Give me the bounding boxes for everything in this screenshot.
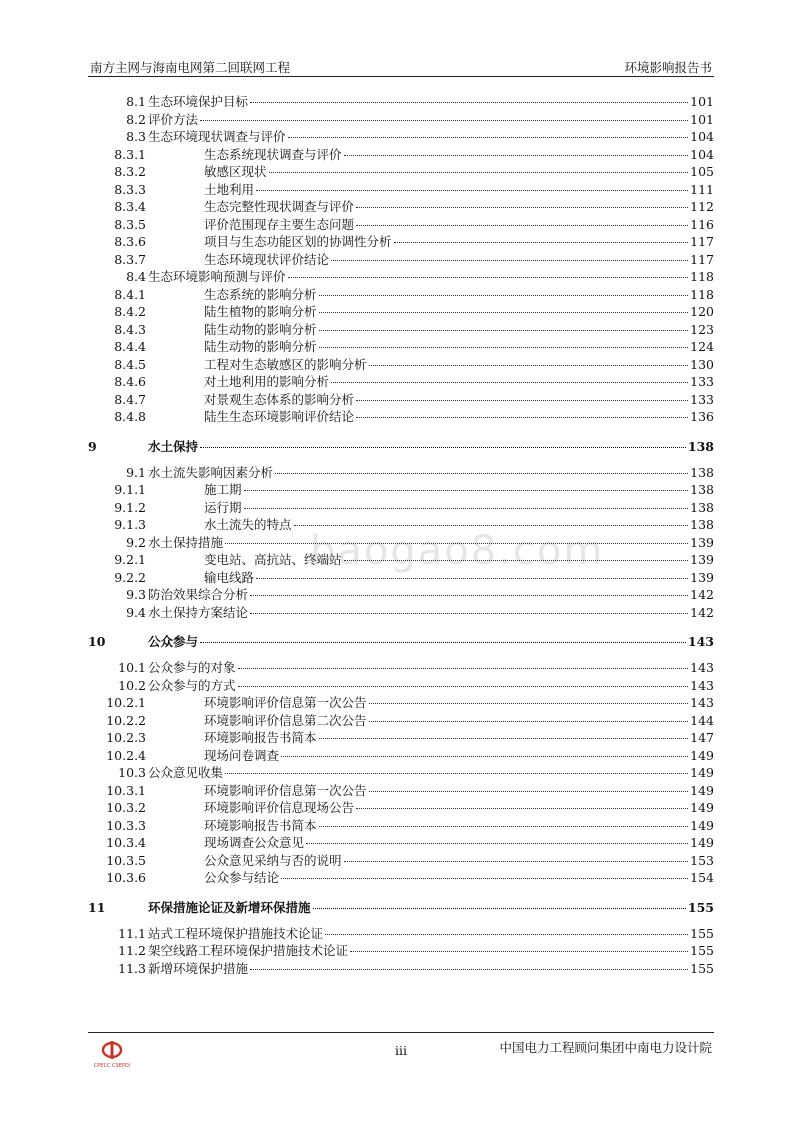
toc-leader-dots (288, 137, 689, 138)
toc-entry-number: 11.2 (118, 943, 146, 958)
toc-leader-dots (313, 908, 686, 909)
toc-entry-title: 生态环境影响预测与评价 (148, 269, 286, 284)
toc-entry[interactable] (88, 764, 714, 782)
toc-entry-title: 生态环境现状调查与评价 (148, 129, 286, 144)
toc-entry-number: 9.2.1 (114, 552, 146, 567)
toc-leader-dots (306, 843, 688, 844)
toc-entry[interactable] (88, 817, 714, 835)
toc-entry-number: 10.3.5 (106, 852, 146, 868)
toc-entry-number: 8.1 (126, 94, 146, 109)
toc-entry[interactable] (88, 960, 714, 978)
toc-leader-dots (356, 400, 688, 401)
toc-entry[interactable] (88, 747, 714, 765)
toc-entry-number: 8.4.4 (114, 339, 146, 354)
toc-entry-number: 9 (88, 438, 97, 454)
toc-entry[interactable] (88, 534, 714, 552)
toc-entry[interactable] (88, 128, 714, 146)
toc-entry-title: 评价范围现存主要生态问题 (204, 216, 355, 232)
toc-leader-dots (200, 120, 688, 121)
toc-entry-title: 陆生动物的影响分析 (204, 339, 317, 354)
toc-entry-page: 138 (690, 517, 714, 532)
toc-entry-page: 117 (690, 234, 714, 249)
toc-entry-page: 118 (690, 269, 714, 284)
toc-entry-page: 143 (690, 677, 714, 693)
toc-entry-title: 环境影响评价信息第二次公告 (204, 712, 367, 728)
toc-entry[interactable] (88, 268, 714, 286)
toc-leader-dots (244, 508, 689, 509)
toc-entry-page: 153 (690, 852, 714, 868)
toc-leader-dots (250, 595, 688, 596)
toc-entry-title: 环境影响报告书简本 (204, 730, 317, 745)
toc-entry[interactable] (88, 391, 714, 409)
toc-entry-title: 环境影响评价信息第一次公告 (204, 782, 367, 798)
toc-entry[interactable] (88, 146, 714, 164)
toc-entry-title: 水土保持 (148, 438, 199, 454)
toc-entry[interactable] (88, 712, 714, 730)
toc-entry-number: 10.3.1 (106, 782, 146, 798)
toc-entry-page: 123 (690, 321, 714, 337)
toc-entry-page: 139 (690, 569, 714, 585)
toc-entry[interactable] (88, 198, 714, 216)
toc-entry-number: 10.3 (118, 765, 146, 780)
toc-entry[interactable] (88, 897, 714, 919)
toc-leader-dots (394, 242, 689, 243)
toc-entry-number: 10.2 (118, 677, 146, 693)
toc-entry-number: 10.3.3 (106, 817, 146, 833)
toc-entry-page: 104 (690, 129, 714, 144)
toc-entry-page: 147 (690, 730, 714, 745)
toc-leader-dots (344, 861, 689, 862)
toc-entry-page: 149 (690, 835, 714, 850)
toc-entry[interactable] (88, 303, 714, 321)
toc-entry-page: 111 (690, 181, 714, 197)
toc-entry[interactable] (88, 925, 714, 943)
footer-organization: 中国电力工程顾问集团中南电力设计院 (499, 1040, 712, 1055)
toc-leader-dots (369, 703, 689, 704)
toc-entry-number: 10.2.2 (106, 712, 146, 728)
toc-entry-number: 10 (88, 634, 106, 649)
toc-entry-page: 149 (690, 817, 714, 833)
toc-entry-title: 对景观生态体系的影响分析 (204, 391, 355, 407)
toc-leader-dots (356, 225, 688, 226)
toc-entry-number: 8.4.5 (114, 356, 146, 372)
toc-entry-title: 敏感区现状 (204, 164, 267, 179)
toc-entry-title: 生态完整性现状调查与评价 (204, 199, 355, 214)
toc-entry[interactable] (88, 586, 714, 604)
toc-leader-dots (256, 578, 688, 579)
toc-entry-number: 8.3.1 (114, 146, 146, 162)
toc-entry-title: 架空线路工程环境保护措施技术论证 (148, 943, 349, 958)
toc-entry[interactable] (88, 321, 714, 339)
toc-entry-page: 101 (690, 94, 714, 109)
logo-text: CPECC CSEPDI (93, 1063, 131, 1069)
toc-entry-title: 对土地利用的影响分析 (204, 374, 330, 389)
toc-entry-page: 155 (690, 960, 714, 976)
toc-leader-dots (319, 826, 689, 827)
toc-entry[interactable] (88, 338, 714, 356)
toc-leader-dots (356, 808, 688, 809)
toc-leader-dots (356, 207, 688, 208)
toc-leader-dots (319, 738, 689, 739)
toc-entry-title: 环保措施论证及新增环保措施 (148, 899, 311, 915)
toc-entry-title: 评价方法 (148, 111, 199, 127)
toc-entry-number: 11.1 (118, 925, 146, 941)
page-header (88, 56, 714, 77)
toc-entry-number: 11.3 (118, 960, 146, 976)
toc-leader-dots (281, 756, 688, 757)
toc-entry-number: 10.3.2 (106, 800, 146, 815)
toc-entry-page: 139 (690, 534, 714, 550)
toc-entry[interactable] (88, 869, 714, 887)
toc-entry[interactable] (88, 551, 714, 569)
toc-entry-title: 水土保持措施 (148, 534, 224, 550)
toc-entry-page: 143 (690, 695, 714, 710)
toc-entry[interactable] (88, 499, 714, 517)
toc-entry-page: 118 (690, 286, 714, 302)
watermark: baogao8.com (310, 528, 605, 574)
toc-leader-dots (281, 878, 688, 879)
toc-entry-title: 项目与生态功能区划的协调性分析 (204, 234, 392, 249)
toc-entry-page: 155 (687, 899, 714, 915)
toc-entry-number: 8.4.2 (114, 304, 146, 319)
toc-entry-number: 9.1.2 (114, 499, 146, 515)
toc-entry-title: 水土流失的特点 (204, 517, 292, 532)
toc-entry-page: 138 (687, 438, 714, 454)
toc-entry-page: 144 (690, 712, 714, 728)
toc-leader-dots (369, 721, 689, 722)
toc-entry-title: 土地利用 (204, 181, 255, 197)
toc-entry-title: 水土流失影响因素分析 (148, 464, 274, 480)
toc-entry-title: 陆生动物的影响分析 (204, 321, 317, 337)
toc-entry[interactable] (88, 604, 714, 622)
toc-leader-dots (250, 102, 688, 103)
toc-entry[interactable] (88, 631, 714, 653)
toc-leader-dots (294, 525, 689, 526)
toc-entry[interactable] (88, 782, 714, 800)
toc-entry-title: 公众参与结论 (204, 870, 280, 885)
toc-entry-number: 10.2.3 (106, 730, 146, 745)
toc-leader-dots (369, 791, 689, 792)
toc-entry-number: 8.2 (126, 111, 146, 127)
toc-leader-dots (250, 613, 688, 614)
toc-entry[interactable] (88, 233, 714, 251)
toc-leader-dots (238, 686, 689, 687)
toc-entry-number: 8.3.7 (114, 251, 146, 267)
toc-entry-number: 10.2.1 (106, 695, 146, 710)
toc-leader-dots (350, 951, 688, 952)
toc-entry-title: 公众意见收集 (148, 765, 224, 780)
toc-entry[interactable] (88, 942, 714, 960)
toc-entry-title: 现场问卷调查 (204, 747, 280, 763)
toc-leader-dots (331, 382, 688, 383)
toc-entry-page: 154 (690, 870, 714, 885)
toc-entry-page: 133 (690, 374, 714, 389)
toc-leader-dots (288, 277, 689, 278)
toc-entry-title: 站式工程环境保护措施技术论证 (148, 925, 324, 941)
toc-entry-page: 142 (690, 587, 714, 602)
toc-entry-number: 8.3 (126, 129, 146, 144)
toc-leader-dots (319, 295, 689, 296)
toc-entry-title: 公众参与的方式 (148, 677, 236, 693)
toc-entry-number: 10.3.4 (106, 835, 146, 850)
toc-entry-page: 143 (687, 634, 714, 649)
toc-entry[interactable] (88, 464, 714, 482)
toc-entry[interactable] (88, 569, 714, 587)
toc-leader-dots (200, 447, 686, 448)
toc-entry-number: 8.4.8 (114, 409, 146, 424)
toc-entry-page: 149 (690, 747, 714, 763)
toc-entry[interactable] (88, 677, 714, 695)
toc-entry[interactable] (88, 216, 714, 234)
toc-leader-dots (269, 172, 689, 173)
toc-entry-number: 9.4 (126, 604, 146, 620)
toc-entry-page: 133 (690, 391, 714, 407)
toc-entry-page: 117 (690, 251, 714, 267)
toc-entry-number: 8.4.3 (114, 321, 146, 337)
toc-entry-number: 9.2 (126, 534, 146, 550)
toc-entry[interactable] (88, 373, 714, 391)
toc-entry-page: 124 (690, 339, 714, 354)
toc-entry-title: 生态系统的影响分析 (204, 286, 317, 302)
toc-entry-number: 9.2.2 (114, 569, 146, 585)
toc-leader-dots (256, 190, 688, 191)
toc-entry-page: 142 (690, 604, 714, 620)
toc-entry-page: 116 (690, 216, 714, 232)
toc-entry-page: 149 (690, 782, 714, 798)
toc-entry[interactable] (88, 659, 714, 677)
toc-entry-page: 149 (690, 765, 714, 780)
toc-entry-title: 防治效果综合分析 (148, 587, 249, 602)
toc-entry-number: 8.3.2 (114, 164, 146, 179)
toc-entry-number: 8.4.1 (114, 286, 146, 302)
toc-entry[interactable] (88, 481, 714, 499)
toc-entry[interactable] (88, 408, 714, 426)
toc-leader-dots (238, 668, 689, 669)
toc-leader-dots (319, 330, 689, 331)
toc-entry-number: 11 (88, 899, 106, 915)
toc-entry[interactable] (88, 729, 714, 747)
toc-entry[interactable] (88, 834, 714, 852)
toc-leader-dots (319, 347, 689, 348)
toc-leader-dots (369, 365, 689, 366)
toc-entry-title: 运行期 (204, 499, 242, 515)
toc-entry-page: 155 (690, 943, 714, 958)
toc-entry-page: 149 (690, 800, 714, 815)
toc-entry-title: 陆生生态环境影响评价结论 (204, 409, 355, 424)
toc-entry[interactable] (88, 111, 714, 129)
toc-entry[interactable] (88, 93, 714, 111)
toc-leader-dots (344, 155, 689, 156)
toc-entry-title: 公众参与的对象 (148, 660, 236, 675)
toc-leader-dots (225, 543, 688, 544)
toc-entry-page: 104 (690, 146, 714, 162)
toc-entry[interactable] (88, 356, 714, 374)
toc-leader-dots (250, 969, 688, 970)
toc-entry-page: 136 (690, 409, 714, 424)
toc-leader-dots (325, 934, 688, 935)
toc-entry-page: 139 (690, 552, 714, 567)
toc-entry-number: 9.1.3 (114, 517, 146, 532)
toc-entry-number: 9.3 (126, 587, 146, 602)
toc-entry[interactable] (88, 251, 714, 269)
toc-leader-dots (331, 260, 688, 261)
toc-entry-title: 生态环境现状评价结论 (204, 251, 330, 267)
toc-entry-page: 120 (690, 304, 714, 319)
toc-entry-title: 生态环境保护目标 (148, 94, 249, 109)
toc-leader-dots (319, 312, 689, 313)
toc-entry-page: 155 (690, 925, 714, 941)
toc-entry-page: 138 (690, 499, 714, 515)
toc-entry-title: 陆生植物的影响分析 (204, 304, 317, 319)
toc-entry-title: 输电线路 (204, 569, 255, 585)
toc-entry-number: 10.1 (118, 660, 146, 675)
toc-entry-page: 138 (690, 482, 714, 497)
toc-entry-title: 新增环境保护措施 (148, 960, 249, 976)
toc-entry-title: 环境影响评价信息现场公告 (204, 800, 355, 815)
toc-entry-number: 9.1.1 (114, 482, 146, 497)
toc-entry-page: 138 (690, 464, 714, 480)
toc-entry-number: 8.3.3 (114, 181, 146, 197)
toc-entry-number: 10.3.6 (106, 870, 146, 885)
toc-entry[interactable] (88, 163, 714, 181)
toc-leader-dots (275, 473, 688, 474)
table-of-contents (88, 93, 714, 977)
toc-entry-number: 10.2.4 (106, 747, 146, 763)
toc-entry-title: 环境影响报告书简本 (204, 817, 317, 833)
toc-entry-title: 工程对生态敏感区的影响分析 (204, 356, 367, 372)
toc-entry[interactable] (88, 852, 714, 870)
toc-leader-dots (225, 773, 688, 774)
toc-entry-title: 公众意见采纳与否的说明 (204, 852, 342, 868)
toc-entry-number: 8.3.6 (114, 234, 146, 249)
toc-entry[interactable] (88, 436, 714, 458)
toc-entry-title: 公众参与 (148, 634, 199, 649)
toc-leader-dots (244, 490, 689, 491)
toc-entry-number: 8.4.7 (114, 391, 146, 407)
toc-entry-title: 施工期 (204, 482, 242, 497)
toc-leader-dots (344, 560, 689, 561)
page-footer (88, 1032, 714, 1073)
toc-entry-page: 105 (690, 164, 714, 179)
toc-entry-number: 8.3.4 (114, 199, 146, 214)
toc-entry-title: 现场调查公众意见 (204, 835, 305, 850)
toc-leader-dots (356, 417, 688, 418)
toc-entry-title: 环境影响评价信息第一次公告 (204, 695, 367, 710)
header-document-type: 环境影响报告书 (624, 60, 712, 75)
toc-entry-number: 8.3.5 (114, 216, 146, 232)
toc-entry[interactable] (88, 516, 714, 534)
toc-leader-dots (200, 642, 686, 643)
toc-entry-number: 8.4 (126, 269, 146, 284)
toc-entry-page: 101 (690, 111, 714, 127)
toc-entry-title: 水土保持方案结论 (148, 604, 249, 620)
toc-entry[interactable] (88, 286, 714, 304)
toc-entry[interactable] (88, 799, 714, 817)
toc-entry-page: 143 (690, 660, 714, 675)
toc-entry-page: 130 (690, 356, 714, 372)
page-number: iii (395, 1043, 407, 1058)
toc-entry-page: 112 (690, 199, 714, 214)
toc-entry-title: 生态系统现状调查与评价 (204, 146, 342, 162)
toc-entry[interactable] (88, 181, 714, 199)
toc-entry-number: 9.1 (126, 464, 146, 480)
toc-entry-title: 变电站、高抗站、终端站 (204, 552, 342, 567)
toc-entry[interactable] (88, 694, 714, 712)
toc-entry-number: 8.4.6 (114, 374, 146, 389)
header-project-title: 南方主网与海南电网第二回联网工程 (90, 60, 291, 75)
